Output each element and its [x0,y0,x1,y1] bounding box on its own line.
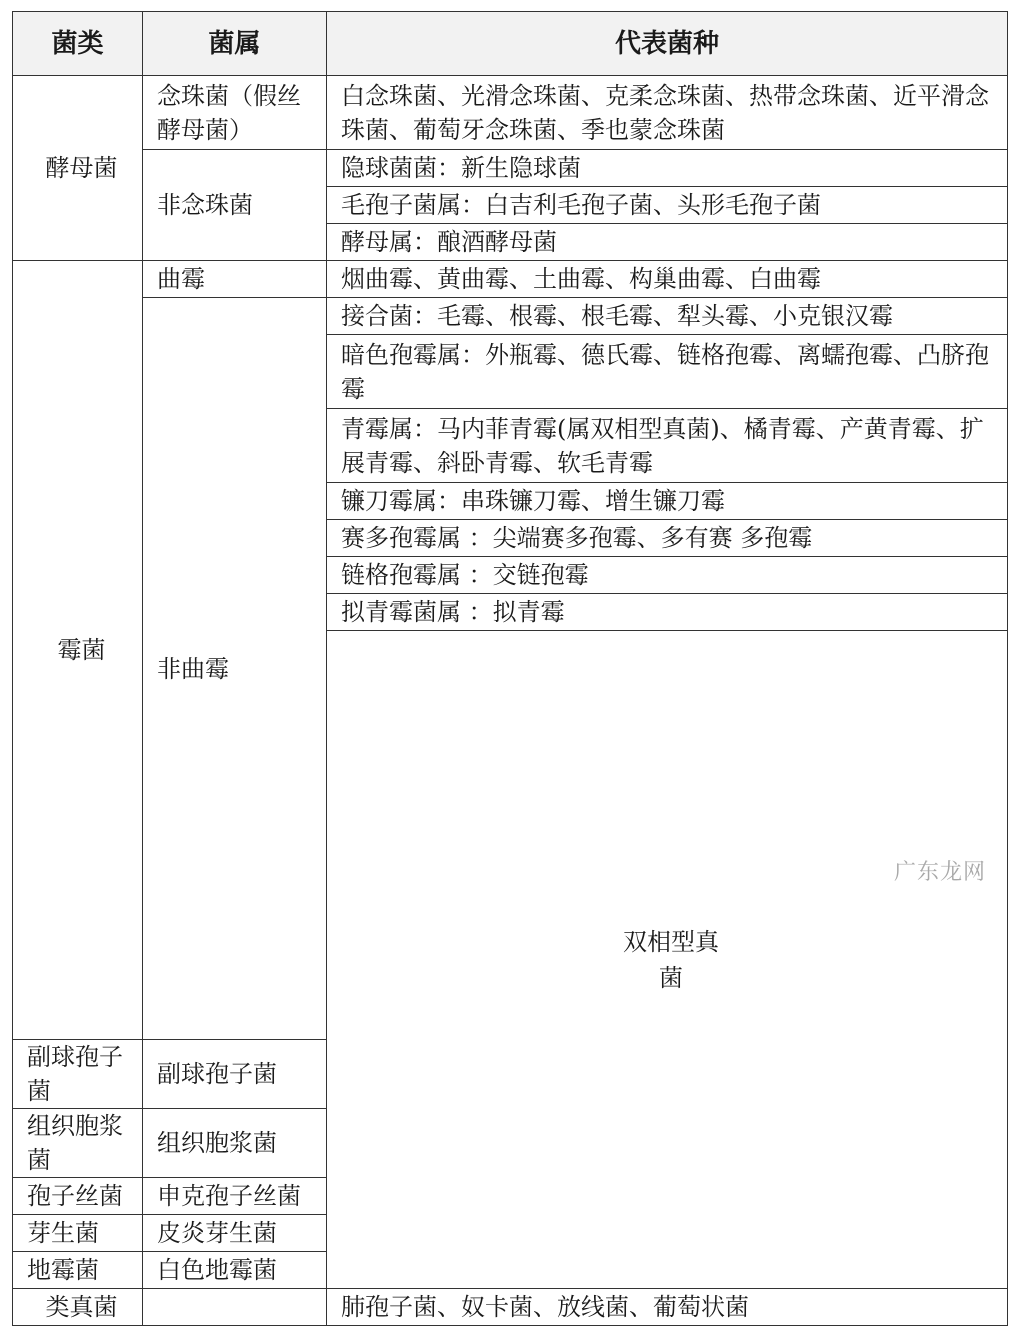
table-row [13,76,1008,150]
category-yeast-label: 酵母菌 [45,154,118,182]
species-penicillium: 青霉属：马内菲青霉(属双相型真菌)、橘青霉、产黄青霉、扩展青霉、斜卧青霉、软毛青霉 [327,409,1008,483]
genus-paracoccidioides: 副球孢子菌 [13,1040,143,1109]
table-row [13,150,1008,187]
species-saccharomyces: 酵母属：酿酒酵母菌 [327,224,1008,261]
genus-geotrichum: 地霉菌 [13,1252,143,1289]
species-geotrichum: 白色地霉菌 [143,1252,327,1289]
watermark-logo: 广东龙网 [894,855,986,886]
genus-fungi-like-empty [143,1289,327,1326]
species-cryptococcus: 隐球菌菌：新生隐球菌 [327,150,1008,187]
genus-aspergillus: 曲霉 [143,261,327,298]
species-zygomycetes: 接合菌：毛霉、根霉、根毛霉、犁头霉、小克银汉霉 [327,298,1008,335]
header-species: 代表菌种 [327,12,1008,76]
table-header-row [13,12,1008,76]
category-yeast [13,76,143,261]
species-fusarium: 镰刀霉属：串珠镰刀霉、增生镰刀霉 [327,483,1008,520]
genus-blastomyces: 芽生菌 [13,1215,143,1252]
table-row [13,298,1008,335]
species-paecilomyces: 拟青霉菌属 ：拟青霉 [327,594,1008,631]
genus-candida: 念珠菌（假丝酵母菌） [143,76,327,150]
genus-non-aspergillus: 非曲霉 [143,298,327,1040]
genus-histoplasma: 组织胞浆菌 [13,1109,143,1178]
genus-non-candida: 非念珠菌 [143,150,327,261]
table-row [13,1289,1008,1326]
species-fungi-like: 肺孢子菌、奴卡菌、放线菌、葡萄状菌 [327,1289,1008,1326]
species-paracoccidioides: 副球孢子菌 [143,1040,327,1109]
header-category: 菌类 [13,12,143,76]
category-mold-label: 霉菌 [57,636,106,664]
header-genus: 菌属 [143,12,327,76]
species-aspergillus: 烟曲霉、黄曲霉、土曲霉、构巢曲霉、白曲霉 [327,261,1008,298]
genus-sporothrix: 孢子丝菌 [13,1178,143,1215]
species-candida: 白念珠菌、光滑念珠菌、克柔念珠菌、热带念珠菌、近平滑念珠菌、葡萄牙念珠菌、季也蒙念珠菌 [327,76,1008,150]
species-blastomyces: 皮炎芽生菌 [143,1215,327,1252]
fungi-classification-table [12,11,1008,1326]
species-sporothrix: 申克孢子丝菌 [143,1178,327,1215]
category-dimorphic [327,631,1008,1289]
category-fungi-like: 类真菌 [13,1289,143,1326]
species-scedosporium: 赛多孢霉属 ：尖端赛多孢霉、多有赛 多孢霉 [327,520,1008,557]
table-row [13,261,1008,298]
species-histoplasma: 组织胞浆菌 [143,1109,327,1178]
category-mold [13,261,143,1040]
species-dematiaceous: 暗色孢霉属：外瓶霉、德氏霉、链格孢霉、离蠕孢霉、凸脐孢霉 [327,335,1008,409]
species-trichosporon: 毛孢子菌属：白吉利毛孢子菌、头形毛孢子菌 [327,187,1008,224]
category-dimorphic-label: 双相型真菌 [623,927,719,992]
species-alternaria: 链格孢霉属 ：交链孢霉 [327,557,1008,594]
